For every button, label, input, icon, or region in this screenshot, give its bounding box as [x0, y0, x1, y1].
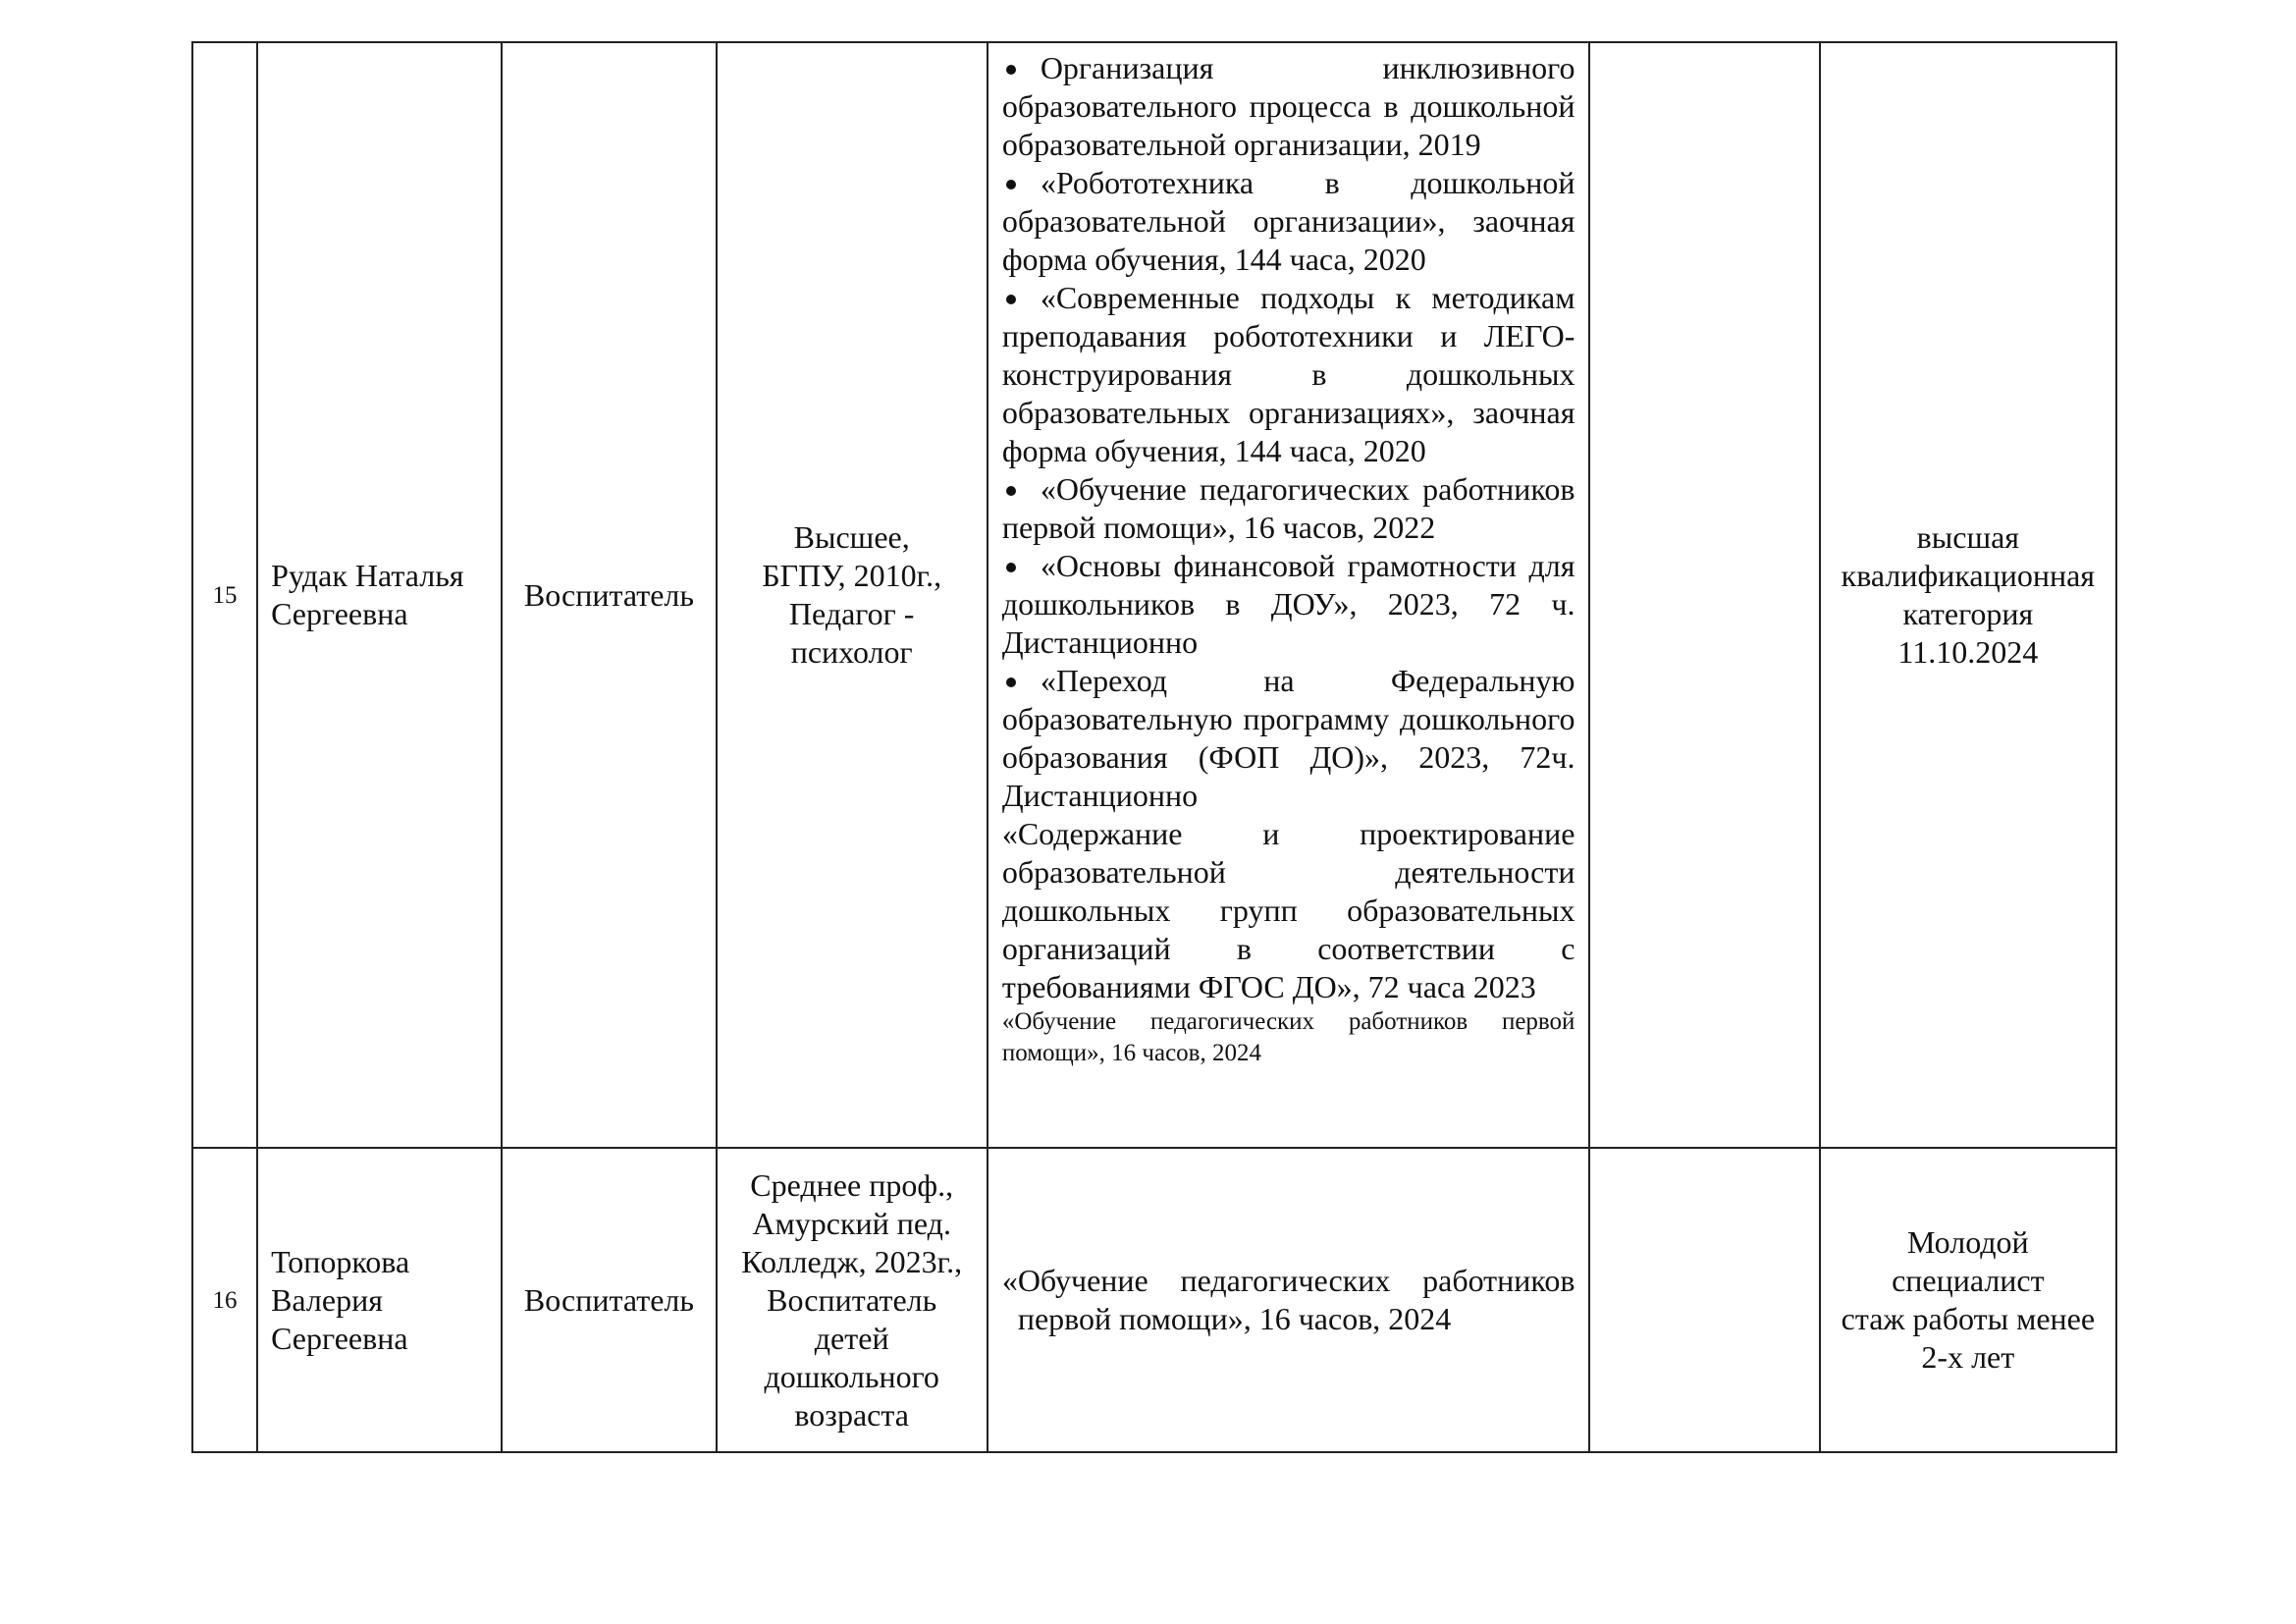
name-line: Рудак Наталья [271, 558, 464, 593]
row-number: 15 [192, 42, 257, 1148]
employee-name [257, 1148, 502, 1452]
education-line: детей [814, 1320, 889, 1356]
course-item-plain: «Содержание и проектирование образовательной деятельности дошкольных групп образовательных организаций в соответствии с требованиями ФГОС ДО», 72 часа 2023 [1001, 816, 1575, 1004]
category-line: квалификационная [1841, 558, 2096, 593]
name-line: Топоркова [271, 1243, 410, 1279]
empty-cell [1589, 42, 1819, 1148]
category-line: категория [1902, 596, 2034, 631]
employee-position: Воспитатель [502, 42, 716, 1148]
education-line: Среднее проф., [750, 1166, 954, 1203]
education-line: БГПУ, 2010г., [762, 558, 942, 593]
employee-education [717, 42, 988, 1148]
education-line: Педагог - [788, 596, 915, 631]
course-item: «Современные подходы к методикам преподавания робототехники и ЛЕГО-конструирования в дошкольных образовательных организациях», заочная форма обучения, 144 часа, 2020 [1001, 280, 1575, 468]
education-line: Амурский пед. [752, 1205, 951, 1241]
education-line: возраста [794, 1396, 909, 1433]
education-line: Колледж, 2023г., [741, 1243, 963, 1279]
course-line: первой помощи», 16 часов, 2024 [1017, 1301, 1452, 1336]
name-line: Валерия [271, 1281, 383, 1318]
category-line: специалист [1892, 1263, 2045, 1298]
name-line: Сергеевна [271, 596, 408, 631]
training-courses [988, 1148, 1590, 1452]
category-line: 11.10.2024 [1897, 634, 2039, 670]
course-item: «Переход на Федеральную образовательную программу дошкольного образования (ФОП ДО)», 2023, 72ч. Дистанционно [1001, 663, 1575, 813]
category-line: стаж работы менее [1841, 1301, 2096, 1336]
employee-position: Воспитатель [502, 1148, 716, 1452]
education-line: психолог [790, 634, 913, 670]
qualification-category [1820, 1148, 2116, 1452]
table-row [192, 1148, 2116, 1452]
course-item: «Обучение педагогических работников первой помощи», 16 часов, 2022 [1001, 471, 1575, 545]
row-number: 16 [192, 1148, 257, 1452]
course-item-small: «Обучение педагогических работников первой помощи», 16 часов, 2024 [1001, 1008, 1575, 1066]
empty-cell [1589, 1148, 1819, 1452]
education-line: Высшее, [793, 519, 910, 555]
course-line: «Обучение педагогических работников [1001, 1263, 1575, 1298]
employee-education [717, 1148, 988, 1452]
course-item: Организация инклюзивного образовательного процесса в дошкольной образовательной организации, 2019 [1001, 50, 1575, 162]
table-row [192, 42, 2116, 1148]
employee-name [257, 42, 502, 1148]
education-line: Воспитатель [767, 1281, 937, 1318]
category-line: высшая [1916, 519, 2020, 555]
category-line: 2-х лет [1921, 1339, 2015, 1375]
course-list [1002, 49, 1575, 815]
course-item: «Основы финансовой грамотности для дошкольников в ДОУ», 2023, 72 ч. Дистанционно [1001, 548, 1575, 660]
name-line: Сергеевна [271, 1320, 408, 1356]
training-courses [988, 42, 1590, 1148]
category-line: Молодой [1906, 1224, 2029, 1260]
staff-table [191, 41, 2117, 1453]
education-line: дошкольного [764, 1358, 939, 1394]
qualification-category [1820, 42, 2116, 1148]
course-item: «Робототехника в дошкольной образовательной организации», заочная форма обучения, 144 часа, 2020 [1001, 165, 1575, 277]
